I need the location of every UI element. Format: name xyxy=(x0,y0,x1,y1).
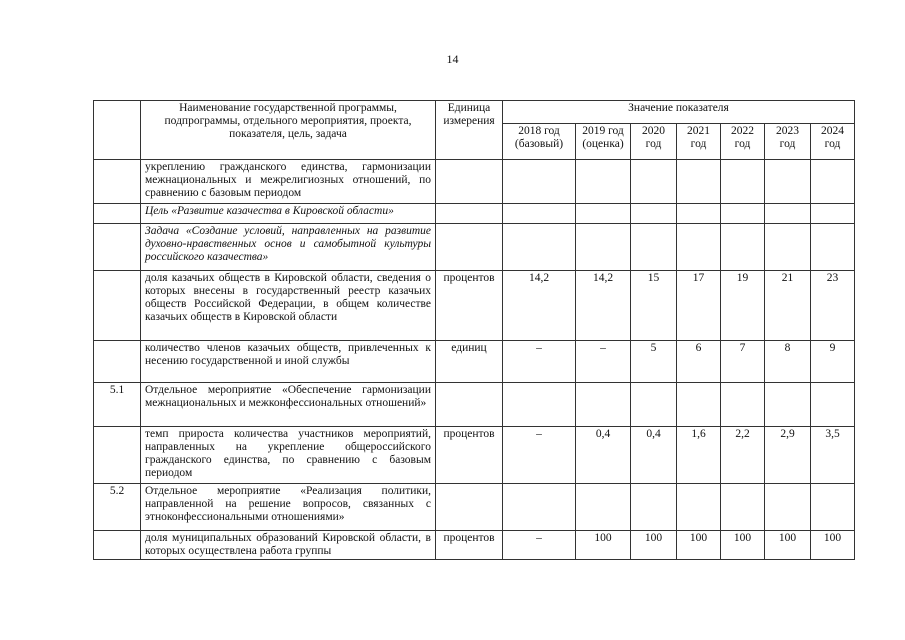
row-value-cell: 100 xyxy=(721,531,765,560)
row-value-cell xyxy=(631,204,677,224)
header-year-label: 2019 год xyxy=(582,125,624,137)
row-value-cell xyxy=(677,383,721,427)
row-unit-cell xyxy=(436,484,503,531)
row-value-cell: 100 xyxy=(811,531,855,560)
header-year-note: год xyxy=(824,138,841,150)
header-index-cell xyxy=(94,101,141,160)
row-value-cell xyxy=(576,224,631,271)
header-year-note: (базовый) xyxy=(514,138,564,150)
row-value-cell: 17 xyxy=(677,271,721,341)
header-values-cell: Значение показателя xyxy=(503,101,855,124)
row-value-cell: 19 xyxy=(721,271,765,341)
row-name-cell: доля казачьих обществ в Кировской области, сведения о которых внесены в государственный реестр казачьих обществ Российской Федерации, в общем количестве казачьих обществ в Кировской области xyxy=(141,271,436,341)
row-name-cell: количество членов казачьих обществ, привлеченных к несению государственной и иной службы xyxy=(141,341,436,383)
row-value-cell: 100 xyxy=(765,531,811,560)
header-year-label: 2022 xyxy=(731,125,754,137)
row-value-cell xyxy=(765,160,811,204)
header-year-cell xyxy=(631,124,677,160)
row-value-cell xyxy=(576,484,631,531)
row-value-cell: 100 xyxy=(631,531,677,560)
row-value-cell xyxy=(631,484,677,531)
row-name-cell: укреплению гражданского единства, гармонизации межнациональных и межрелигиозных отношений, по сравнению с базовым периодом xyxy=(141,160,436,204)
row-unit-cell: единиц xyxy=(436,341,503,383)
row-unit-cell xyxy=(436,383,503,427)
row-value-cell xyxy=(721,160,765,204)
row-value-cell xyxy=(721,204,765,224)
row-value-cell xyxy=(677,204,721,224)
row-unit-cell xyxy=(436,224,503,271)
header-year-label: 2021 xyxy=(687,125,710,137)
row-value-cell xyxy=(677,484,721,531)
header-year-cell xyxy=(576,124,631,160)
row-index-cell xyxy=(94,341,141,383)
row-unit-cell: процентов xyxy=(436,271,503,341)
header-year-label: 2024 xyxy=(821,125,844,137)
row-value-cell: 8 xyxy=(765,341,811,383)
header-year-note: (оценка) xyxy=(582,138,624,150)
table-header-row xyxy=(94,101,855,124)
row-value-cell xyxy=(677,160,721,204)
row-value-cell xyxy=(765,484,811,531)
row-value-cell xyxy=(631,383,677,427)
row-index-cell xyxy=(94,204,141,224)
table-row xyxy=(94,484,855,531)
row-value-cell: 23 xyxy=(811,271,855,341)
row-value-cell xyxy=(811,160,855,204)
row-value-cell xyxy=(576,204,631,224)
row-value-cell xyxy=(503,160,576,204)
row-value-cell xyxy=(677,224,721,271)
row-value-cell: 7 xyxy=(721,341,765,383)
row-name-cell: темп прироста количества участников мероприятий, направленных на укрепление общероссийского гражданского единства, по сравнению с базовым периодом xyxy=(141,427,436,484)
row-value-cell: – xyxy=(576,341,631,383)
row-value-cell: 2,2 xyxy=(721,427,765,484)
row-unit-cell: процентов xyxy=(436,531,503,560)
row-index-cell xyxy=(94,271,141,341)
row-value-cell xyxy=(576,383,631,427)
row-value-cell: 100 xyxy=(677,531,721,560)
header-year-label: 2020 xyxy=(642,125,665,137)
row-value-cell xyxy=(503,383,576,427)
header-name-cell: Наименование государственной программы, подпрограммы, отдельного мероприятия, проекта, показателя, цель, задача xyxy=(141,101,436,160)
row-value-cell xyxy=(631,160,677,204)
row-value-cell: 15 xyxy=(631,271,677,341)
row-value-cell: – xyxy=(503,531,576,560)
row-index-cell: 5.2 xyxy=(94,484,141,531)
row-unit-cell: процентов xyxy=(436,427,503,484)
row-value-cell xyxy=(765,383,811,427)
row-name-cell: Цель «Развитие казачества в Кировской области» xyxy=(141,204,436,224)
table-row xyxy=(94,224,855,271)
table-row xyxy=(94,204,855,224)
table-row xyxy=(94,271,855,341)
row-value-cell xyxy=(811,204,855,224)
row-value-cell: – xyxy=(503,341,576,383)
row-index-cell xyxy=(94,531,141,560)
row-value-cell xyxy=(503,224,576,271)
header-year-note: год xyxy=(779,138,796,150)
row-value-cell xyxy=(503,484,576,531)
row-name-cell: Отдельное мероприятие «Реализация политики, направленной на решение вопросов, связанных с этноконфессиональными отношениями» xyxy=(141,484,436,531)
row-value-cell: 100 xyxy=(576,531,631,560)
header-year-note: год xyxy=(645,138,662,150)
table-row xyxy=(94,341,855,383)
row-value-cell: 14,2 xyxy=(503,271,576,341)
row-value-cell xyxy=(811,484,855,531)
row-unit-cell xyxy=(436,160,503,204)
row-name-cell: доля муниципальных образований Кировской области, в которых осуществлена работа группы xyxy=(141,531,436,560)
header-year-cell xyxy=(677,124,721,160)
header-year-note: год xyxy=(734,138,751,150)
row-value-cell xyxy=(576,160,631,204)
row-name-cell: Отдельное мероприятие «Обеспечение гармонизации межнациональных и межконфессиональных отношений» xyxy=(141,383,436,427)
table-row xyxy=(94,427,855,484)
row-value-cell: 5 xyxy=(631,341,677,383)
row-value-cell: 9 xyxy=(811,341,855,383)
header-year-cell xyxy=(721,124,765,160)
row-index-cell xyxy=(94,427,141,484)
row-value-cell: 0,4 xyxy=(576,427,631,484)
row-value-cell: – xyxy=(503,427,576,484)
table-body xyxy=(94,160,855,560)
row-value-cell: 1,6 xyxy=(677,427,721,484)
row-index-cell xyxy=(94,160,141,204)
table-row xyxy=(94,531,855,560)
header-year-cell xyxy=(503,124,576,160)
row-value-cell: 6 xyxy=(677,341,721,383)
row-unit-cell xyxy=(436,204,503,224)
row-value-cell xyxy=(811,383,855,427)
row-value-cell xyxy=(631,224,677,271)
table-row xyxy=(94,160,855,204)
row-value-cell xyxy=(503,204,576,224)
table-row xyxy=(94,383,855,427)
row-value-cell xyxy=(721,383,765,427)
header-year-label: 2023 xyxy=(776,125,799,137)
row-value-cell: 14,2 xyxy=(576,271,631,341)
header-unit-cell: Единица измерения xyxy=(436,101,503,160)
row-value-cell: 2,9 xyxy=(765,427,811,484)
row-index-cell xyxy=(94,224,141,271)
page-number: 14 xyxy=(446,52,459,66)
row-name-cell: Задача «Создание условий, направленных на развитие духовно-нравственных основ и самобытной культуры российского казачества» xyxy=(141,224,436,271)
row-value-cell xyxy=(721,224,765,271)
indicators-table xyxy=(93,100,855,560)
header-year-label: 2018 год xyxy=(518,125,560,137)
row-index-cell: 5.1 xyxy=(94,383,141,427)
header-year-cell xyxy=(811,124,855,160)
row-value-cell xyxy=(721,484,765,531)
row-value-cell: 21 xyxy=(765,271,811,341)
row-value-cell xyxy=(811,224,855,271)
row-value-cell: 0,4 xyxy=(631,427,677,484)
header-year-note: год xyxy=(690,138,707,150)
header-year-cell xyxy=(765,124,811,160)
row-value-cell xyxy=(765,224,811,271)
row-value-cell xyxy=(765,204,811,224)
row-value-cell: 3,5 xyxy=(811,427,855,484)
